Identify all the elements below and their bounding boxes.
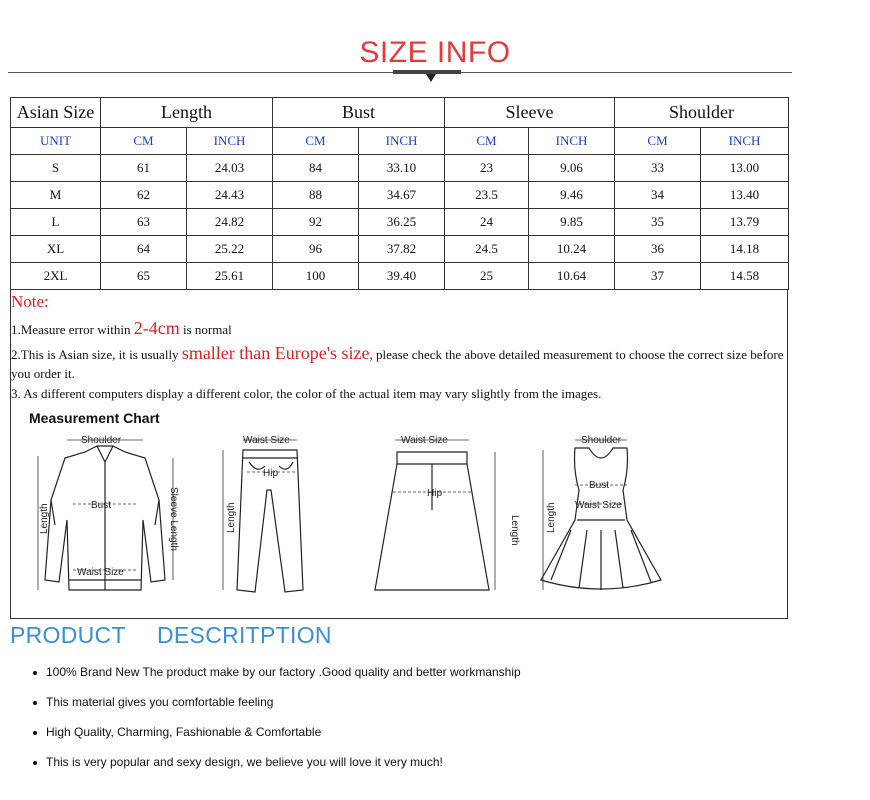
size-cell: 2XL — [11, 263, 101, 290]
list-item — [30, 755, 521, 785]
value-cell: 35 — [615, 209, 701, 236]
shirt-length-label: Length — [39, 503, 50, 534]
note-text: is normal — [179, 322, 232, 337]
shirt-waist-label: Waist Size — [77, 567, 124, 578]
dress-length-label: Length — [546, 502, 557, 533]
header-sleeve: Sleeve — [445, 98, 615, 128]
value-cell: 24 — [445, 209, 529, 236]
bullet-icon — [33, 731, 37, 735]
note-line-2 — [11, 344, 787, 383]
value-cell: 9.46 — [529, 182, 615, 209]
value-cell: 24.03 — [187, 155, 273, 182]
value-cell: 13.79 — [701, 209, 789, 236]
value-cell: 25.22 — [187, 236, 273, 263]
shirt-shoulder-label: Shoulder — [81, 435, 122, 446]
table-row — [11, 182, 789, 209]
unit-cell: CM — [101, 128, 187, 155]
value-cell: 88 — [273, 182, 359, 209]
note-line-1 — [11, 318, 232, 339]
pants-diagram — [207, 430, 317, 605]
unit-cell: CM — [445, 128, 529, 155]
note-text: 1.Measure error within — [11, 322, 134, 337]
value-cell: 9.06 — [529, 155, 615, 182]
value-cell: 23.5 — [445, 182, 529, 209]
feature-text: This material gives you comfortable feeling — [46, 695, 274, 709]
list-item — [30, 725, 521, 755]
value-cell: 34.67 — [359, 182, 445, 209]
table-unit-row — [11, 128, 789, 155]
unit-cell: INCH — [187, 128, 273, 155]
value-cell: 14.58 — [701, 263, 789, 290]
unit-cell: INCH — [701, 128, 789, 155]
shirt-bust-label: Bust — [91, 500, 112, 511]
unit-label: UNIT — [11, 128, 101, 155]
value-cell: 23 — [445, 155, 529, 182]
pants-hip-label: Hip — [263, 468, 279, 479]
value-cell: 24.5 — [445, 236, 529, 263]
skirt-waist-label: Waist Size — [401, 435, 448, 446]
dress-shoulder-label: Shoulder — [581, 435, 622, 446]
skirt-length-label: Length — [509, 515, 520, 546]
feature-text: This is very popular and sexy design, we believe you will love it very much! — [46, 755, 443, 769]
feature-text: 100% Brand New The product make by our factory .Good quality and better workmanship — [46, 665, 521, 679]
note-line-3: 3. As different computers display a different color, the color of the actual item may vary slightly from the images. — [11, 386, 602, 401]
value-cell: 36.25 — [359, 209, 445, 236]
value-cell: 14.18 — [701, 236, 789, 263]
list-item — [30, 665, 521, 695]
pants-length-label: Length — [226, 502, 237, 533]
product-heading-2: DESCRITPTION — [157, 622, 332, 648]
feature-text: High Quality, Charming, Fashionable & Comfortable — [46, 725, 322, 739]
note-highlight: 2-4cm — [133, 318, 180, 338]
dress-bust-label: Bust — [589, 480, 610, 491]
table-row — [11, 236, 789, 263]
value-cell: 25 — [445, 263, 529, 290]
value-cell: 24.82 — [187, 209, 273, 236]
size-cell: XL — [11, 236, 101, 263]
value-cell: 61 — [101, 155, 187, 182]
bullet-icon — [33, 761, 37, 765]
value-cell: 37 — [615, 263, 701, 290]
size-cell: S — [11, 155, 101, 182]
header-bust: Bust — [273, 98, 445, 128]
skirt-hip-label: Hip — [427, 488, 443, 499]
unit-cell: INCH — [529, 128, 615, 155]
skirt-diagram — [371, 430, 520, 605]
value-cell: 39.40 — [359, 263, 445, 290]
list-item — [30, 695, 521, 725]
header-shoulder: Shoulder — [615, 98, 789, 128]
bullet-icon — [33, 701, 37, 705]
feature-list — [30, 665, 521, 785]
table-header-row — [11, 98, 789, 128]
value-cell: 36 — [615, 236, 701, 263]
value-cell: 100 — [273, 263, 359, 290]
page-title: SIZE INFO — [359, 36, 511, 69]
dress-diagram — [531, 430, 681, 605]
value-cell: 63 — [101, 209, 187, 236]
value-cell: 13.40 — [701, 182, 789, 209]
measurement-chart-title: Measurement Chart — [29, 410, 160, 426]
shirt-diagram — [25, 430, 185, 605]
value-cell: 10.24 — [529, 236, 615, 263]
size-table — [10, 97, 789, 290]
value-cell: 64 — [101, 236, 187, 263]
value-cell: 33.10 — [359, 155, 445, 182]
value-cell: 37.82 — [359, 236, 445, 263]
value-cell: 10.64 — [529, 263, 615, 290]
shirt-sleeve-label: Sleeve Length — [168, 487, 179, 551]
value-cell: 25.61 — [187, 263, 273, 290]
pants-waist-label: Waist Size — [243, 435, 290, 446]
value-cell: 33 — [615, 155, 701, 182]
caret-down-icon — [426, 74, 436, 82]
unit-cell: INCH — [359, 128, 445, 155]
value-cell: 96 — [273, 236, 359, 263]
value-cell: 92 — [273, 209, 359, 236]
value-cell: 24.43 — [187, 182, 273, 209]
size-cell: M — [11, 182, 101, 209]
note-highlight: smaller than Europe's size — [181, 343, 370, 363]
table-row — [11, 209, 789, 236]
value-cell: 13.00 — [701, 155, 789, 182]
note-title: Note: — [11, 292, 49, 311]
note-text: , please check the above detailed measurement to choose the correct size before you order it. — [11, 347, 784, 381]
value-cell: 62 — [101, 182, 187, 209]
value-cell: 84 — [273, 155, 359, 182]
value-cell: 34 — [615, 182, 701, 209]
value-cell: 65 — [101, 263, 187, 290]
product-heading-1: PRODUCT — [10, 622, 126, 648]
note-text: 2.This is Asian size, it is usually — [11, 347, 182, 362]
bullet-icon — [33, 671, 37, 675]
note-box — [10, 290, 788, 619]
value-cell: 9.85 — [529, 209, 615, 236]
unit-cell: CM — [273, 128, 359, 155]
header-asian-size: Asian Size — [11, 98, 101, 128]
size-cell: L — [11, 209, 101, 236]
table-row — [11, 263, 789, 290]
dress-waist-label: Waist Size — [575, 500, 622, 511]
header — [0, 0, 800, 100]
header-length: Length — [101, 98, 273, 128]
unit-cell: CM — [615, 128, 701, 155]
table-row — [11, 155, 789, 182]
